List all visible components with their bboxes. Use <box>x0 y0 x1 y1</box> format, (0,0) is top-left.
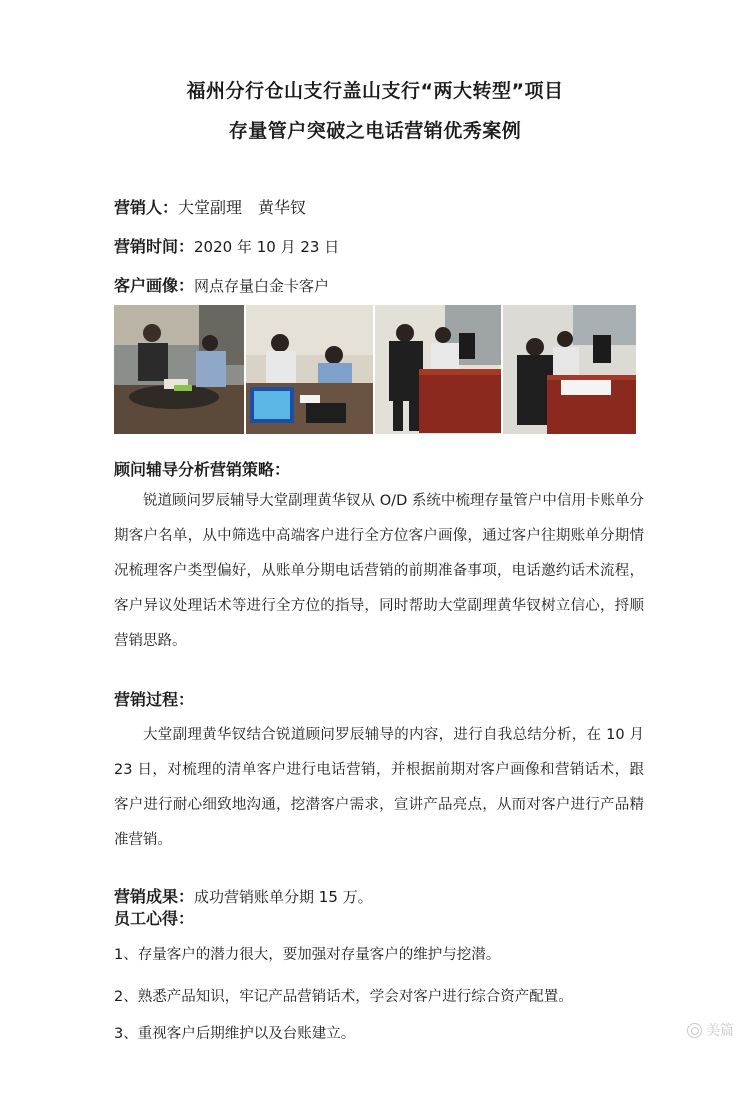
marketing-time-label: 营销时间： <box>114 237 195 256</box>
process-heading: 营销过程： <box>114 690 195 709</box>
marketer-label: 营销人： <box>114 198 179 217</box>
result-row <box>114 884 373 907</box>
result-label: 营销成果： <box>114 887 195 906</box>
photo-4 <box>503 305 636 434</box>
photo-1 <box>114 305 244 434</box>
insight-item-2: 2、熟悉产品知识，牢记产品营销话术，学会对客户进行综合资产配置。 <box>114 989 573 1005</box>
marketing-time-value: 2020 年 10 月 23 日 <box>194 238 340 256</box>
watermark <box>687 1020 734 1040</box>
strategy-heading: 顾问辅导分析营销策略： <box>114 460 291 479</box>
customer-profile-label: 客户画像： <box>114 276 195 295</box>
strategy-paragraph: 锐道顾问罗辰辅导大堂副理黄华钗从 O/D 系统中梳理存量管户中信用卡账单分期客户名单，从中筛选中高端客户进行全方位客户画像，通过客户往期账单分期情况梳理客户类型偏好，从账单分期电话营销的前期准备事项，电话邀约话术流程，客户异议处理话术等进行全方位的指导，同时帮助大堂副理黄华钗树立信心，捋顺营销思路。 <box>114 493 644 649</box>
marketer-value: 大堂副理 黄华钗 <box>178 198 307 217</box>
meipian-logo-icon <box>687 1023 702 1038</box>
document-title-line2: 存量管户突破之电话营销优秀案例 <box>228 120 522 142</box>
photo-2 <box>246 305 374 434</box>
customer-profile-row <box>114 273 329 296</box>
insight-item-1: 1、存量客户的潜力很大，要加强对存量客户的维护与挖潜。 <box>114 947 501 963</box>
marketing-time-row <box>114 234 339 257</box>
insight-item-3: 3、重视客户后期维护以及台账建立。 <box>114 1026 356 1042</box>
photo-strip <box>114 305 636 434</box>
insights-heading: 员工心得： <box>114 909 195 928</box>
marketer-row <box>114 195 306 218</box>
process-paragraph: 大堂副理黄华钗结合锐道顾问罗辰辅导的内容，进行自我总结分析，在 10 月 23 日，对梳理的清单客户进行电话营销，并根据前期对客户画像和营销话术，跟客户进行耐心细致地沟通，挖潜客户需求，宣讲产品亮点，从而对客户进行产品精准营销。 <box>114 727 644 848</box>
photo-3 <box>375 305 501 434</box>
document-title-line1: 福州分行仓山支行盖山支行“两大转型”项目 <box>186 80 564 102</box>
customer-profile-value: 网点存量白金卡客户 <box>194 277 330 295</box>
result-value: 成功营销账单分期 15 万。 <box>194 888 373 906</box>
watermark-text: 美篇 <box>706 1023 734 1039</box>
